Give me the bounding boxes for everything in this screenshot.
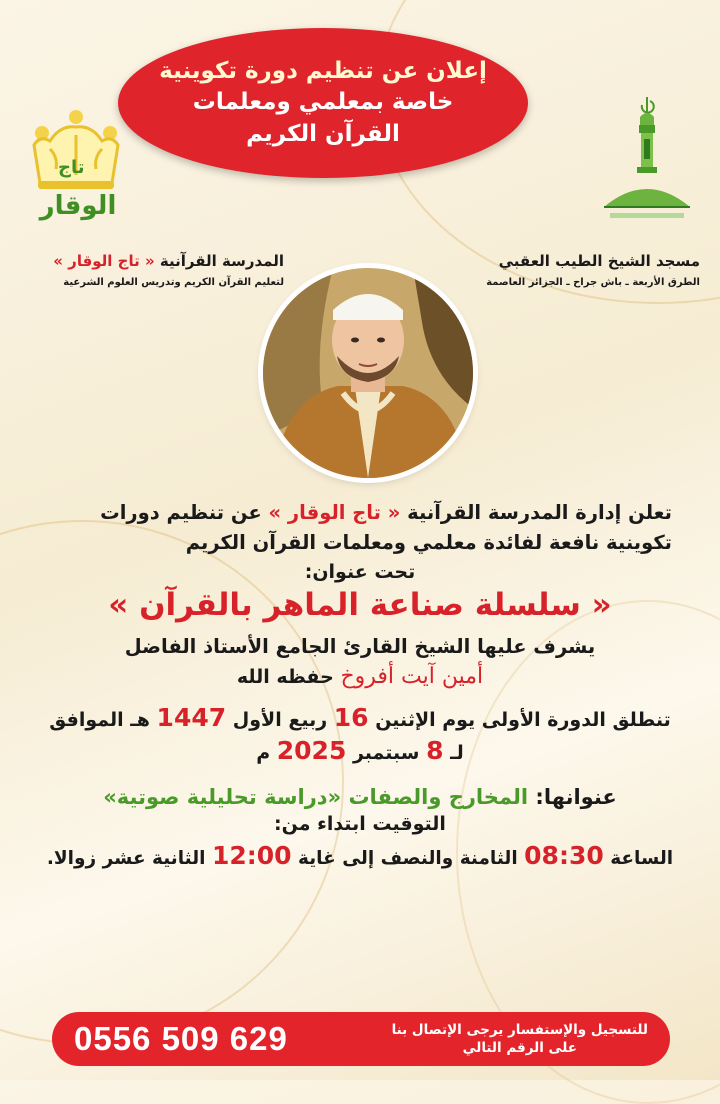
title-banner [118,28,528,178]
banner-line-3: القرآن الكريم [246,120,400,147]
greg-suffix: م [256,741,271,764]
school-title-prefix: المدرسة القرآنية [159,252,284,270]
mosque-address: الطرق الأربعة ـ باش جراح ـ الجزائر العاصمة [486,277,700,288]
greg-month: سبتمبر [352,741,420,764]
mosque-info [430,252,700,288]
school-subtitle: لتعليم القرآن الكريم وتدريس العلوم الشرعية [63,277,284,288]
date-mid: هـ الموافق [49,708,150,731]
taj-alwaqar-logo [20,105,132,237]
date-prefix: تنطلق الدورة الأولى يوم الإثنين [375,708,671,731]
time-suffix: الثانية عشر زوالا. [46,847,206,869]
logo-text-waqar: الوقار [39,191,117,221]
hijri-year: 1447 [156,702,227,732]
hijri-day: 16 [333,702,369,732]
time-mid: الثامنة والنصف إلى غاية [298,847,518,869]
shaykh-name-line [20,664,700,689]
shaykh-suffix: حفظه الله [236,665,334,688]
under-title-label: تحت عنوان: [304,560,416,583]
mosque-title: مسجد الشيخ الطيب العقبي [498,252,700,270]
time-line [20,841,700,870]
supervisor-line: يشرف عليها الشيخ القارئ الجامع الأستاذ الفاضل [124,634,596,658]
time-prefix: الساعة [610,847,674,869]
topic-subtitle: «دراسة تحليلية صوتية» [103,784,342,809]
series-title: « سلسلة صناعة الماهر بالقرآن » [108,586,612,623]
contact-footer [52,1012,670,1066]
announce-text-b: عن تنظيم دورات [100,501,262,524]
announcement-line-1 [20,498,700,528]
contact-cta [392,1021,648,1057]
shaykh-name: أمين آيت أفروخ [340,663,484,689]
banner-line-2: خاصة بمعلمي ومعلمات [192,89,454,116]
announce-school-name: « تاج الوقار » [268,501,401,524]
greg-year: 2025 [276,735,347,765]
shaykh-photo [263,268,473,478]
school-info [14,252,284,288]
greg-prefix: لـ [450,741,464,764]
announcement-body [20,498,700,870]
cta-line-2: على الرقم التالي [462,1040,577,1056]
time-end: 12:00 [211,840,292,870]
school-name: « تاج الوقار » [53,252,155,270]
topic-name: المخارج والصفات [348,784,529,809]
greg-day: 8 [426,735,444,765]
hijri-month: ربيع الأول [232,708,328,731]
timing-label: التوقيت ابتداء من: [274,812,446,835]
cta-line-1: للتسجيل والإستفسار يرجى الإتصال بنا [391,1021,648,1038]
banner-line-1: إعلان عن تنظيم دورة تكوينية [159,58,487,85]
announcement-line-2: تكوينية نافعة لفائدة معلمي ومعلمات القرآن الكريم [185,531,672,555]
mosque-logo-icon [602,95,692,225]
phone-number[interactable]: 0556 509 629 [74,1020,288,1057]
topic-label: عنوانها: [535,784,617,809]
topic-line [20,785,700,809]
gregorian-date-line [20,736,700,765]
school-title [14,252,284,270]
portrait-image [263,268,473,478]
time-start: 08:30 [524,840,604,870]
start-date-line [20,703,700,732]
logo-text-taj: تاج [58,157,85,178]
announce-text-a: تعلن إدارة المدرسة القرآنية [407,501,672,524]
